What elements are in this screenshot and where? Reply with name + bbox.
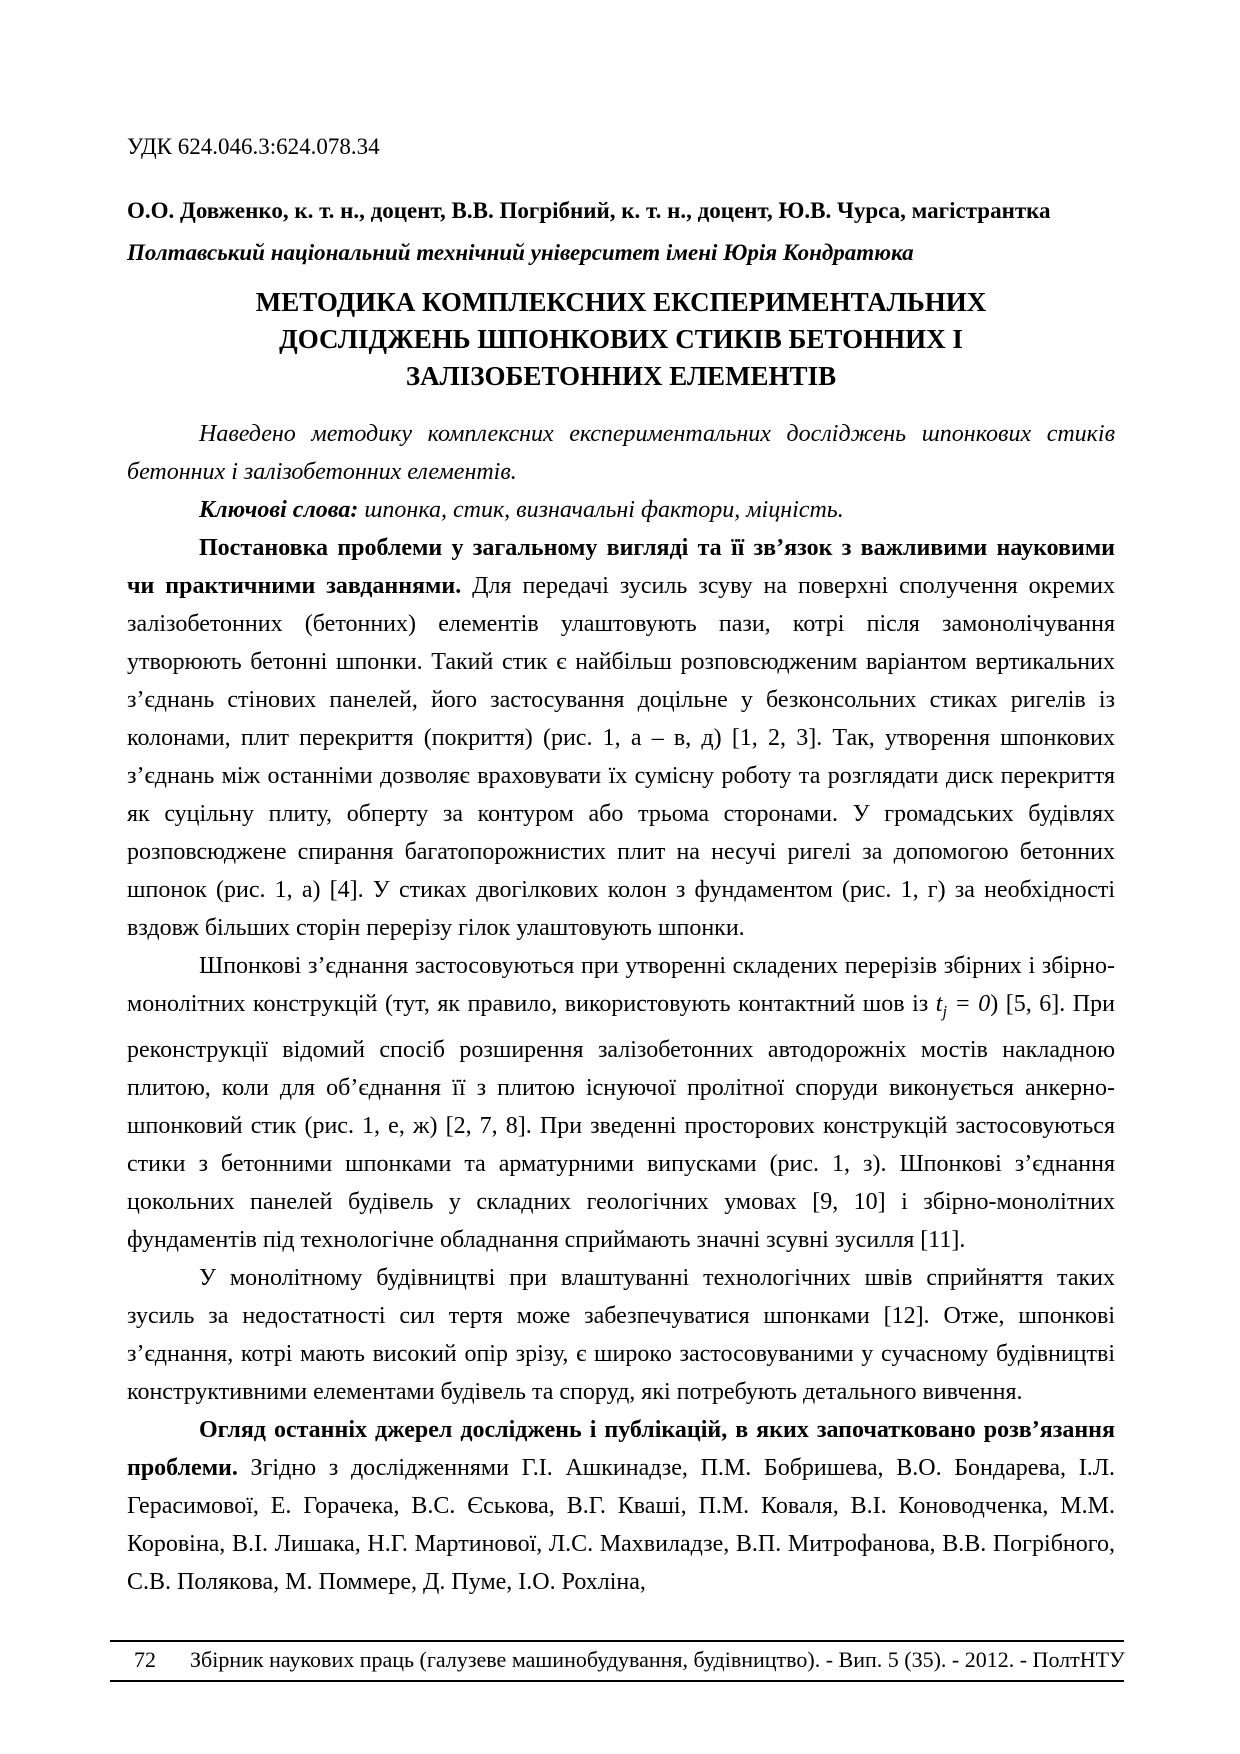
formula-equals-zero: = 0 [947,991,991,1017]
formula-subscript: j [942,1001,947,1021]
paragraph-keyed-joints [127,947,1115,1259]
paragraph-text: Шпонкові з’єднання застосовуються при утворенні складених перерізів збірних і збірно-монолітних конструкцій (тут, як правило, використовують контактний шов із [127,953,1115,1017]
page-footer [110,1640,1124,1682]
abstract-text: Наведено методику комплексних експериментальних досліджень шпонкових стиків бетонних і залізобетонних елементів. [127,421,1115,485]
page-content [127,128,1115,1601]
paragraph-text: ) [5, 6]. При реконструкції відомий спосіб розширення залізобетонних автодорожніх мостів накладною плитою, коли для об’єднання її з плитою існуючої пролітної споруди виконується анкерно-шпонковий стик (рис. 1, е, ж) [2, 7, 8]. При зведенні просторових конструкцій застосовуються стики з бетонними шпонками та арматурними випусками (рис. 1, з). Шпонкові з’єднання цокольних панелей будівель у складних геологічних умовах [9, 10] і збірно-монолітних фундаментів під технологічне обладнання сприймають значні зсувні зусилля [11]. [127,991,1115,1253]
page-number: 72 [134,1647,156,1672]
authors-line: О.О. Довженко, к. т. н., доцент, В.В. Погрібний, к. т. н., доцент, Ю.В. Чурса, магістрантка [127,198,1051,223]
inline-formula [935,991,991,1021]
paragraph-text: Згідно з дослідженнями Г.І. Ашкинадзе, П.М. Бобришева, В.О. Бондарева, І.Л. Герасимової, Е. Горачека, В.С. Єськова, В.Г. Кваші, П.М. Коваля, В.І. Коноводченка, М.М. Коровіна, В.І. Лишака, Н.Г. Мартинової, Л.С. Махвиладзе, В.П. Митрофанова, В.В. Погрібного, С.В. Полякова, М. Поммере, Д. Пуме, І.О. Рохліна, [127,1454,1115,1595]
keywords-text: шпонка, стик, визначальні фактори, міцність. [358,497,844,523]
lead-phrase: Огляд останніх джерел досліджень і публікацій, в яких започатковано розв’язання проблеми. [127,1416,1115,1481]
keywords-label: Ключові слова: [199,497,359,523]
affiliation-line: Полтавський національний технічний університет імені Юрія Кондратюка [127,240,914,265]
paragraph-problem-statement [127,529,1115,947]
footer-text: Збірник наукових праць (галузеве машинобудування, будівництво). - Вип. 5 (35). - 2012. - ПолтНТУ [190,1647,1125,1672]
udc-number: УДК 624.046.3:624.078.34 [127,134,380,159]
formula-variable: t [935,991,943,1017]
paper-title: МЕТОДИКА КОМПЛЕКСНИХ ЕКСПЕРИМЕНТАЛЬНИХ ДОСЛІДЖЕНЬ ШПОНКОВИХ СТИКІВ БЕТОННИХ І ЗАЛІЗОБЕТОННИХ ЕЛЕМЕНТІВ [255,287,987,391]
paragraph-text: Для передачі зусиль зсуву на поверхні сполучення окремих залізобетонних (бетонних) елементів улаштовують пази, котрі після замонолічування утворюють бетонні шпонки. Такий стик є найбільш розповсюдженим варіантом вертикальних з’єднань стінових панелей, його застосування доцільне у безконсольних стиках ригелів із колонами, плит перекриття (покриття) (рис. 1, а – в, д) [1, 2, 3]. Так, утворення шпонкових з’єднань між останніми дозволяє враховувати їх сумісну роботу та розглядати диск перекриття як суцільну плиту, обперту за контуром або трьома сторонами. У громадських будівлях розповсюджене спирання багатопорожнистих плит на несучі ригелі за допомогою бетонних шпонок (рис. 1, а) [4]. У стиках двогілкових колон з фундаментом (рис. 1, г) за необхідності вздовж більших сторін перерізу гілок улаштовують шпонки. [127,573,1115,941]
lead-phrase: Постановка проблеми у загальному вигляді та її зв’язок з важливими науковими чи практичними завданнями. [127,535,1115,599]
keywords-line [127,491,1115,529]
paragraph-monolithic-construction [127,1259,1115,1411]
paragraph-text: У монолітному будівництві при влаштуванні технологічних швів сприйняття таких зусиль за недостатності сил тертя може забезпечуватися шпонками [12]. Отже, шпонкові з’єднання, котрі мають високий опір зрізу, є широко застосовуваними у сучасному будівництві конструктивними елементами будівель та споруд, які потребують детального вивчення. [127,1264,1115,1405]
paragraph-literature-review [127,1411,1115,1601]
